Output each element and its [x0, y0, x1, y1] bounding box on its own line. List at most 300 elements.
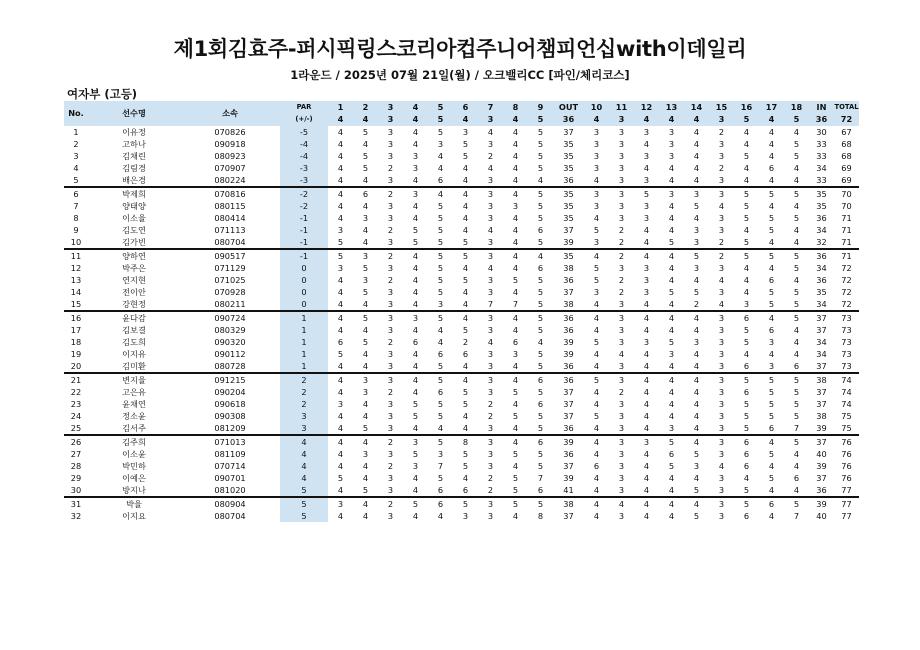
hole-score: 2 [618, 386, 625, 397]
hole-score: 3 [643, 336, 650, 347]
player-par-diff: 4 [280, 435, 328, 448]
player-par-diff: -1 [280, 236, 328, 249]
hole-score: 3 [618, 162, 625, 173]
player-affiliation: 080115 [214, 200, 246, 211]
header-hole-par: 4 [584, 113, 609, 126]
hole-score: 4 [693, 150, 700, 161]
hole-score: 4 [412, 174, 419, 185]
hole-score: 4 [634, 373, 659, 386]
hole-score: 5 [693, 286, 700, 297]
header-hole-17: 17 [759, 101, 784, 113]
hole-score: 3 [618, 360, 625, 371]
player-par-diff: 3 [280, 410, 328, 422]
hole-score: 2 [618, 274, 625, 285]
hole-score: 4 [593, 212, 600, 223]
hole-score: 4 [743, 348, 750, 359]
hole-score: 4 [437, 150, 444, 161]
hole-score: 4 [584, 249, 609, 262]
table-row [64, 212, 859, 224]
hole-score: 3 [403, 311, 428, 324]
hole-score: 4 [428, 187, 453, 200]
hole-score: 4 [362, 348, 369, 359]
out-total: 38 [563, 262, 574, 273]
hole-score: 5 [768, 386, 775, 397]
hole-score: 3 [593, 200, 600, 211]
hole-score: 5 [793, 150, 800, 161]
in-total: 37 [809, 435, 834, 448]
out-total: 37 [563, 398, 574, 409]
player-par-diff: 2 [280, 398, 328, 410]
hole-score: 4 [593, 422, 600, 433]
hole-score: 3 [618, 150, 625, 161]
header-hole-par: 5 [528, 113, 553, 126]
hole-score: 4 [362, 200, 369, 211]
header-hole-par: 4 [503, 113, 528, 126]
player-par-diff: 4 [280, 472, 328, 484]
hole-score: 4 [643, 422, 650, 433]
hole-score: 5 [593, 336, 600, 347]
hole-score: 4 [453, 373, 478, 386]
total-score: 73 [841, 348, 852, 359]
header-hole-6: 6 [453, 101, 478, 113]
hole-score: 4 [743, 286, 750, 297]
player-par-diff: -4 [280, 150, 328, 162]
in-total: 37 [816, 398, 827, 409]
player-par-diff: 4 [280, 448, 328, 460]
hole-score: 4 [362, 138, 369, 149]
player-par-diff: 1 [280, 324, 328, 336]
table-header [64, 101, 859, 126]
hole-score: 4 [768, 262, 775, 273]
hole-score: 4 [668, 298, 675, 309]
hole-score: 4 [337, 298, 344, 309]
player-rank: 13 [70, 274, 82, 285]
hole-score: 4 [793, 324, 800, 335]
hole-score: 3 [387, 398, 394, 409]
total-score: 69 [841, 162, 852, 173]
hole-score: 2 [718, 162, 725, 173]
hole-score: 3 [387, 150, 394, 161]
header-hole-out: OUT [553, 101, 584, 113]
hole-score: 6 [793, 472, 800, 483]
header-hole-15: 15 [709, 101, 734, 113]
hole-score: 4 [512, 138, 519, 149]
hole-score: 4 [412, 298, 419, 309]
hole-score: 6 [768, 274, 775, 285]
hole-score: 4 [618, 348, 625, 359]
hole-score: 3 [487, 286, 494, 297]
in-total: 35 [816, 200, 827, 211]
hole-score: 4 [337, 200, 344, 211]
hole-score: 5 [503, 497, 528, 510]
hole-score: 5 [768, 472, 775, 483]
table-row [64, 236, 859, 249]
hole-score: 5 [793, 212, 800, 223]
hole-score: 3 [387, 262, 394, 273]
hole-score: 4 [437, 324, 444, 335]
hole-score: 5 [734, 497, 759, 510]
player-name: 박율 [88, 497, 180, 510]
hole-score: 4 [512, 262, 519, 273]
table-row [64, 311, 859, 324]
hole-score: 4 [462, 410, 469, 421]
header-hole-8: 8 [503, 101, 528, 113]
in-total: 32 [816, 236, 827, 247]
hole-score: 4 [793, 460, 800, 471]
header-hole-par: 4 [353, 113, 378, 126]
player-par-diff: 0 [280, 262, 328, 274]
player-name: 박제희 [88, 187, 180, 200]
hole-score: 4 [768, 174, 775, 185]
hole-score: 3 [403, 187, 428, 200]
hole-score: 3 [387, 212, 394, 223]
hole-score: 6 [743, 386, 750, 397]
player-rank: 7 [73, 200, 79, 211]
hole-score: 3 [618, 484, 625, 495]
out-total: 36 [553, 311, 584, 324]
player-name: 이소율 [122, 212, 146, 223]
player-rank: 17 [70, 324, 82, 335]
player-name: 박주은 [122, 262, 146, 273]
player-rank: 32 [70, 510, 82, 521]
hole-score: 4 [759, 311, 784, 324]
hole-score: 5 [437, 472, 444, 483]
total-score: 77 [841, 510, 852, 521]
hole-score: 5 [437, 236, 444, 247]
in-total: 37 [816, 386, 827, 397]
hole-score: 4 [643, 236, 650, 247]
player-name: 전이안 [122, 286, 146, 297]
hole-score: 6 [768, 422, 775, 433]
hole-score: 4 [584, 311, 609, 324]
hole-score: 3 [362, 386, 369, 397]
total-score: 76 [841, 448, 852, 459]
hole-score: 6 [537, 224, 544, 235]
hole-score: 3 [634, 435, 659, 448]
hole-score: 4 [593, 360, 600, 371]
hole-score: 2 [618, 236, 625, 247]
hole-score: 6 [512, 336, 519, 347]
out-total: 37 [563, 410, 574, 421]
total-score: 74 [841, 398, 852, 409]
hole-score: 3 [718, 510, 725, 521]
player-rank: 26 [64, 435, 88, 448]
hole-score: 3 [768, 360, 775, 371]
hole-score: 4 [743, 138, 750, 149]
hole-score: 4 [503, 373, 528, 386]
player-par-diff: -1 [280, 249, 328, 262]
division-label: 여자부 (고등) [67, 87, 138, 101]
hole-score: 5 [668, 286, 675, 297]
hole-score: 2 [487, 472, 494, 483]
hole-score: 5 [362, 336, 369, 347]
hole-score: 5 [537, 460, 544, 471]
out-total: 39 [563, 348, 574, 359]
player-affiliation: 081020 [214, 484, 246, 495]
player-affiliation: 071025 [214, 274, 246, 285]
hole-score: 4 [462, 212, 469, 223]
hole-score: 3 [487, 510, 494, 521]
hole-score: 4 [768, 138, 775, 149]
out-total: 35 [563, 150, 574, 161]
player-affiliation: 090112 [214, 348, 246, 359]
hole-score: 5 [593, 410, 600, 421]
total-score: 75 [841, 410, 852, 421]
hole-score: 6 [437, 174, 444, 185]
hole-score: 5 [437, 286, 444, 297]
hole-score: 4 [512, 398, 519, 409]
hole-score: 5 [437, 360, 444, 371]
hole-score: 3 [718, 360, 725, 371]
hole-score: 4 [337, 460, 344, 471]
hole-score: 3 [512, 348, 519, 359]
hole-score: 4 [743, 274, 750, 285]
header-hole-par: 3 [709, 113, 734, 126]
hole-score: 4 [512, 224, 519, 235]
player-affiliation: 070928 [214, 286, 246, 297]
in-total: 30 [816, 126, 827, 137]
hole-score: 4 [643, 348, 650, 359]
player-rank: 10 [70, 236, 82, 247]
in-total: 34 [816, 224, 827, 235]
out-total: 36 [553, 373, 584, 386]
hole-score: 5 [437, 212, 444, 223]
hole-score: 4 [584, 435, 609, 448]
hole-score: 4 [693, 410, 700, 421]
hole-score: 3 [709, 187, 734, 200]
total-score: 72 [841, 262, 852, 273]
hole-score: 2 [718, 126, 725, 137]
player-name: 고하나 [122, 138, 146, 149]
hole-score: 4 [412, 484, 419, 495]
hole-score: 2 [387, 162, 394, 173]
hole-score: 3 [718, 398, 725, 409]
hole-score: 4 [337, 126, 344, 137]
hole-score: 4 [668, 360, 675, 371]
hole-score: 5 [743, 410, 750, 421]
hole-score: 4 [337, 286, 344, 297]
hole-score: 3 [387, 174, 394, 185]
hole-score: 5 [537, 386, 544, 397]
header-hole-12: 12 [634, 101, 659, 113]
hole-score: 3 [618, 472, 625, 483]
hole-score: 4 [659, 373, 684, 386]
hole-score: 7 [512, 298, 519, 309]
hole-score: 3 [462, 126, 469, 137]
hole-score: 6 [743, 360, 750, 371]
hole-score: 4 [593, 448, 600, 459]
hole-score: 4 [593, 472, 600, 483]
hole-score: 3 [487, 422, 494, 433]
hole-score: 4 [337, 174, 344, 185]
hole-score: 4 [437, 422, 444, 433]
header-hole-1: 1 [328, 101, 353, 113]
hole-score: 3 [618, 138, 625, 149]
player-affiliation: 071129 [214, 262, 246, 273]
hole-score: 3 [668, 422, 675, 433]
player-name: 강현정 [122, 298, 146, 309]
hole-score: 4 [362, 460, 369, 471]
round-info: 1라운드 / 2025년 07월 21일(월) / 오크밸리CC [파인/체리코스] [290, 68, 630, 82]
hole-score: 6 [743, 510, 750, 521]
hole-score: 3 [718, 150, 725, 161]
hole-score: 4 [412, 274, 419, 285]
out-total: 41 [563, 484, 574, 495]
hole-score: 4 [693, 174, 700, 185]
in-total: 36 [816, 274, 827, 285]
hole-score: 4 [768, 200, 775, 211]
hole-score: 6 [437, 386, 444, 397]
table-body [64, 126, 859, 522]
hole-score: 3 [618, 448, 625, 459]
hole-score: 4 [337, 274, 344, 285]
header-hole-par: 5 [784, 113, 809, 126]
hole-score: 4 [503, 249, 528, 262]
hole-score: 3 [609, 373, 634, 386]
hole-score: 4 [453, 311, 478, 324]
hole-score: 8 [453, 435, 478, 448]
hole-score: 5 [759, 249, 784, 262]
header-affiliation: 소속 [180, 101, 280, 126]
hole-score: 2 [378, 435, 403, 448]
total-score: 72 [841, 298, 852, 309]
hole-score: 2 [378, 187, 403, 200]
hole-score: 3 [478, 187, 503, 200]
hole-score: 5 [437, 224, 444, 235]
in-total: 40 [816, 510, 827, 521]
hole-score: 4 [412, 422, 419, 433]
hole-score: 3 [387, 200, 394, 211]
hole-score: 4 [668, 262, 675, 273]
hole-score: 4 [634, 497, 659, 510]
header-hole-18: 18 [784, 101, 809, 113]
hole-score: 4 [462, 360, 469, 371]
hole-score: 3 [487, 200, 494, 211]
player-affiliation: 070907 [214, 162, 246, 173]
table-row [64, 150, 859, 162]
hole-score: 3 [618, 410, 625, 421]
hole-score: 3 [643, 150, 650, 161]
table-row [64, 510, 859, 522]
hole-score: 4 [643, 360, 650, 371]
in-total: 37 [816, 324, 827, 335]
hole-score: 4 [668, 410, 675, 421]
hole-score: 4 [643, 448, 650, 459]
hole-score: 4 [362, 236, 369, 247]
out-total: 37 [563, 460, 574, 471]
hole-score: 4 [718, 298, 725, 309]
hole-score: 4 [593, 484, 600, 495]
hole-score: 4 [328, 311, 353, 324]
player-name: 이소윤 [122, 448, 146, 459]
player-rank: 18 [70, 336, 82, 347]
hole-score: 4 [634, 249, 659, 262]
header-hole-par: 36 [553, 113, 584, 126]
hole-score: 3 [478, 249, 503, 262]
hole-score: 2 [487, 410, 494, 421]
hole-score: 3 [718, 410, 725, 421]
hole-score: 4 [462, 472, 469, 483]
hole-score: 3 [709, 373, 734, 386]
hole-score: 3 [609, 435, 634, 448]
table-row [64, 249, 859, 262]
hole-score: 5 [743, 212, 750, 223]
hole-score: 3 [618, 298, 625, 309]
hole-score: 4 [693, 126, 700, 137]
hole-score: 4 [437, 510, 444, 521]
player-affiliation: 070826 [214, 126, 246, 137]
player-name: 연지현 [122, 274, 146, 285]
hole-score: 3 [593, 138, 600, 149]
player-name: 정소윤 [122, 410, 146, 421]
player-affiliation: 080329 [214, 324, 246, 335]
hole-score: 3 [337, 224, 344, 235]
in-total: 39 [809, 497, 834, 510]
hole-score: 5 [528, 187, 553, 200]
hole-score: 5 [693, 510, 700, 521]
player-rank: 14 [70, 286, 82, 297]
hole-score: 3 [618, 126, 625, 137]
hole-score: 3 [668, 150, 675, 161]
hole-score: 4 [684, 373, 709, 386]
player-rank: 5 [73, 174, 79, 185]
player-name: 김채린 [122, 150, 146, 161]
hole-score: 6 [428, 497, 453, 510]
hole-score: 5 [437, 398, 444, 409]
hole-score: 4 [462, 298, 469, 309]
player-name: 이지유 [122, 348, 146, 359]
hole-score: 3 [643, 274, 650, 285]
player-rank: 20 [70, 360, 82, 371]
hole-score: 4 [643, 460, 650, 471]
header-hole-par: 72 [834, 113, 859, 126]
hole-score: 4 [337, 150, 344, 161]
player-rank: 4 [73, 162, 79, 173]
hole-score: 3 [387, 510, 394, 521]
hole-score: 5 [734, 249, 759, 262]
player-rank: 24 [70, 410, 82, 421]
hole-score: 3 [618, 460, 625, 471]
hole-score: 3 [593, 286, 600, 297]
total-score: 73 [841, 336, 852, 347]
hole-score: 3 [618, 200, 625, 211]
hole-score: 4 [634, 311, 659, 324]
player-name: 고은유 [122, 386, 146, 397]
hole-score: 4 [503, 187, 528, 200]
hole-score: 4 [668, 324, 675, 335]
hole-score: 4 [328, 187, 353, 200]
hole-score: 4 [743, 262, 750, 273]
hole-score: 3 [609, 311, 634, 324]
player-affiliation: 090320 [214, 336, 246, 347]
hole-score: 3 [478, 373, 503, 386]
hole-score: 3 [487, 274, 494, 285]
in-total: 38 [816, 410, 827, 421]
hole-score: 4 [362, 324, 369, 335]
hole-score: 5 [793, 138, 800, 149]
hole-score: 3 [718, 286, 725, 297]
hole-score: 4 [512, 510, 519, 521]
in-total: 36 [816, 484, 827, 495]
hole-score: 4 [759, 435, 784, 448]
hole-score: 5 [512, 386, 519, 397]
hole-score: 4 [462, 174, 469, 185]
hole-score: 4 [362, 510, 369, 521]
hole-score: 5 [428, 435, 453, 448]
player-affiliation: 080211 [214, 298, 246, 309]
out-total: 37 [563, 224, 574, 235]
player-par-diff: 2 [280, 386, 328, 398]
